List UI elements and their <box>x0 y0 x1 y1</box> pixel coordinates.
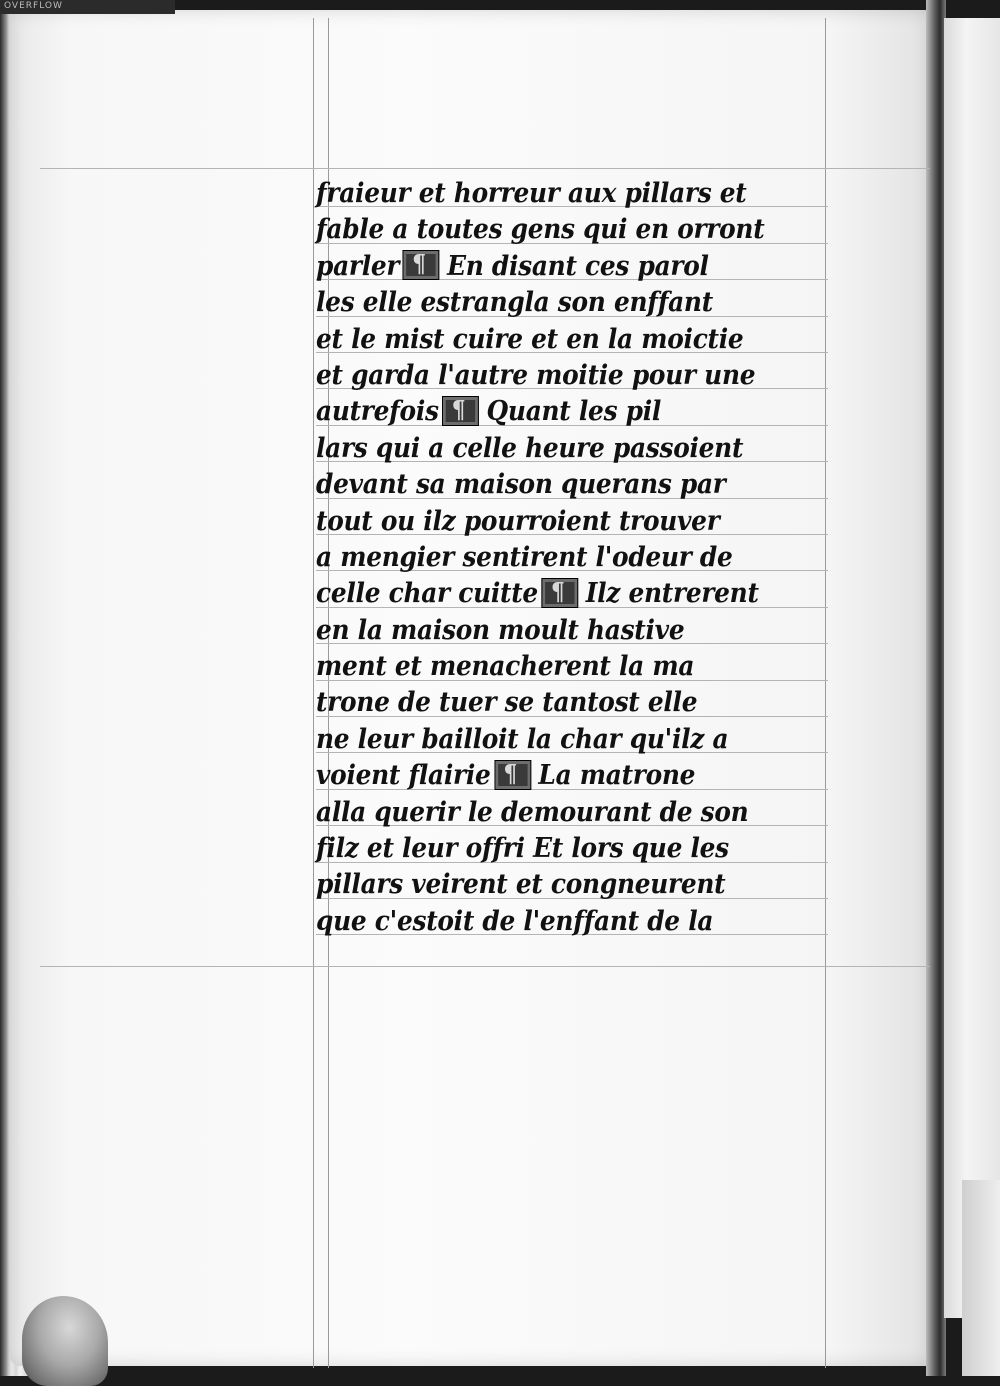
text-line <box>316 649 813 685</box>
text-segment: fable a toutes gens qui en orront <box>316 214 765 246</box>
text-line <box>316 322 813 358</box>
text-segment: celle char cuitte <box>316 578 538 610</box>
text-segment: En disant ces parol <box>447 250 709 282</box>
text-line <box>316 758 813 794</box>
paragraph-mark-icon <box>442 396 479 426</box>
text-line <box>316 904 813 940</box>
paragraph-mark-icon <box>403 250 440 280</box>
facing-leaf-lower <box>962 1180 1000 1376</box>
text-segment: ment et menacherent la ma <box>316 651 695 683</box>
text-line <box>316 431 813 467</box>
text-line <box>316 176 813 212</box>
text-line <box>316 576 813 612</box>
text-segment: les elle estrangla son enffant <box>316 287 713 319</box>
binding-gutter <box>926 0 946 1376</box>
text-line <box>316 249 813 285</box>
text-segment: alla querir le demourant de son <box>316 796 749 828</box>
ruling-bottom-line <box>40 966 930 967</box>
text-line <box>316 685 813 721</box>
text-segment: Quant les pil <box>486 396 662 428</box>
text-line <box>316 394 813 430</box>
text-block <box>316 176 856 940</box>
holding-thumb <box>22 1296 108 1386</box>
ruling-top-line <box>40 168 930 169</box>
text-line <box>316 867 813 903</box>
top-label: OVERFLOW <box>4 1 63 11</box>
text-segment: lars qui a celle heure passoient <box>316 432 744 464</box>
text-line <box>316 540 813 576</box>
text-line <box>316 504 813 540</box>
text-segment: La matrone <box>538 760 696 792</box>
text-line <box>316 467 813 503</box>
text-line <box>316 795 813 831</box>
text-segment: que c'estoit de l'enffant de la <box>316 905 714 937</box>
paragraph-mark-icon <box>542 578 579 608</box>
text-segment: pillars veirent et congneurent <box>316 869 726 901</box>
text-line <box>316 831 813 867</box>
text-segment: voient flairie <box>316 760 491 792</box>
text-segment: parler <box>316 250 400 282</box>
text-segment: filz et leur offri Et lors que les <box>316 833 729 865</box>
text-line <box>316 613 813 649</box>
text-line <box>316 358 813 394</box>
text-line <box>316 285 813 321</box>
text-segment: ne leur bailloit la char qu'ilz a <box>316 723 729 755</box>
text-segment: Ilz entrerent <box>585 578 759 610</box>
top-strip <box>0 0 175 14</box>
facing-leaf <box>944 18 1000 1318</box>
text-segment: autrefois <box>316 396 439 428</box>
text-segment: trone de tuer se tantost elle <box>316 687 698 719</box>
text-segment: et garda l'autre moitie pour une <box>316 359 756 391</box>
text-segment: en la maison moult hastive <box>316 614 685 646</box>
text-segment: devant sa maison querans par <box>316 469 726 501</box>
text-segment: a mengier sentirent l'odeur de <box>316 541 733 573</box>
text-segment: et le mist cuire et en la moictie <box>316 323 744 355</box>
ruling-left-margin <box>313 18 314 1368</box>
text-segment: fraieur et horreur aux pillars et <box>316 178 747 209</box>
text-line <box>316 212 813 248</box>
text-line <box>316 722 813 758</box>
paragraph-mark-icon <box>494 760 531 790</box>
text-segment: tout ou ilz pourroient trouver <box>316 505 720 537</box>
